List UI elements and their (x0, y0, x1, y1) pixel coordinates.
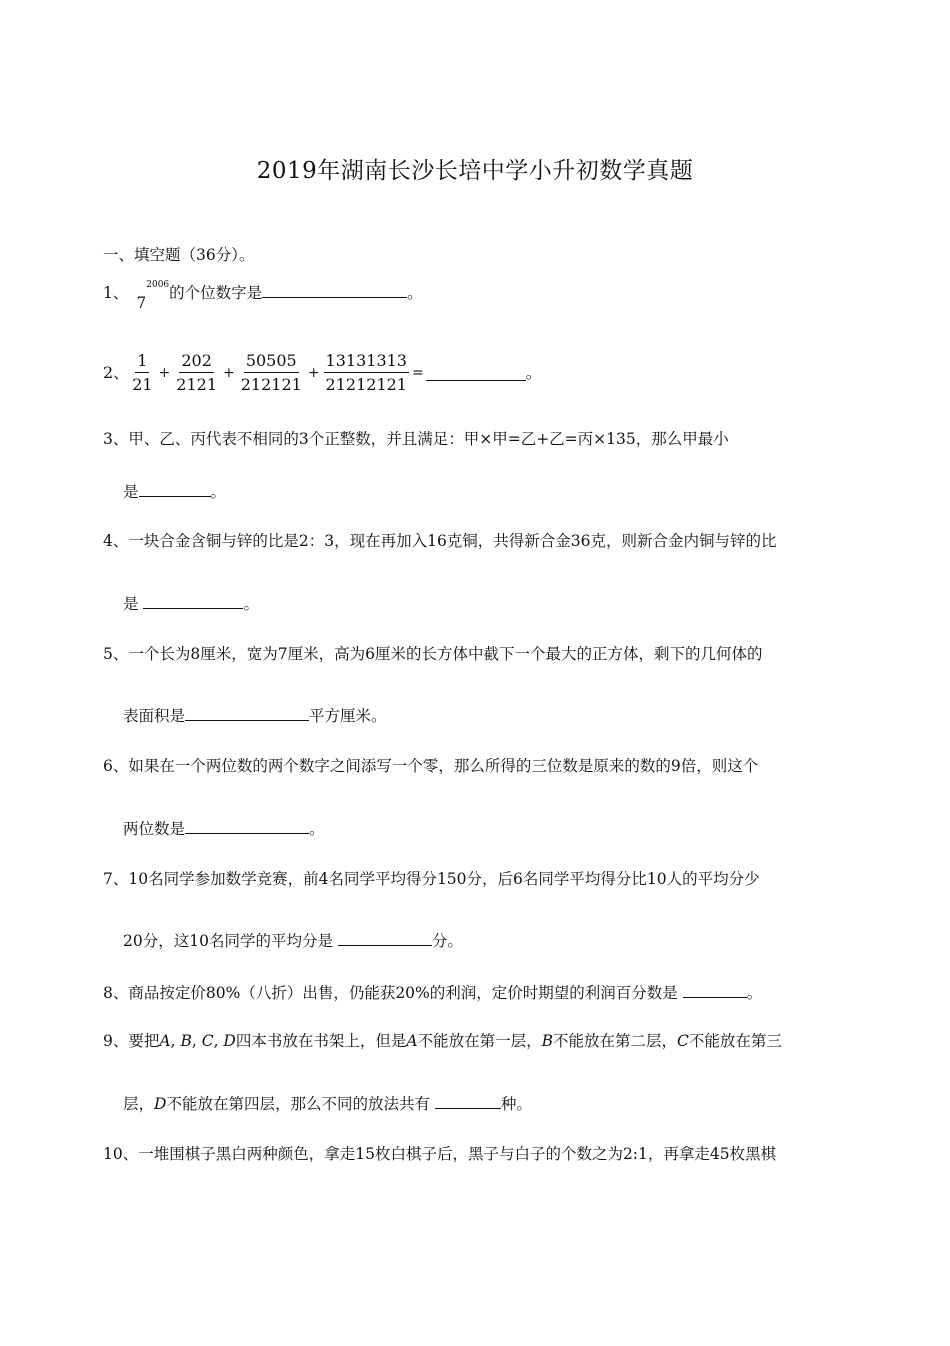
fraction: $\frac{1}{21}$ (132, 351, 153, 394)
question-2: 2、 $\frac{1}{21}$ + $\frac{202}{2121}$ + $\frac{50505}{212121}$ + $\frac{13131313}{21212121}$ = 。 (103, 351, 542, 394)
question-1: 1、$7^{2006}$的个位数字是 。 (103, 280, 423, 312)
question-7: 7、10名同学参加数学竞赛，前4名同学平均得分150分，后6名同学平均得分比10人的平均分少 (103, 870, 760, 888)
page-title: 2019年湖南长沙长培中学小升初数学真题 (256, 158, 694, 184)
answer-blank[interactable] (139, 482, 211, 497)
answer-blank[interactable] (426, 366, 526, 381)
power-exponent: 2006 (146, 280, 170, 290)
plus-sign: + (158, 365, 171, 381)
question-9: 9、要把A, B, C, D四本书放在书架上，但是A不能放在第一层，B不能放在第二层，C不能放在第三 (103, 1032, 782, 1050)
question-number: 2、 (103, 363, 130, 382)
question-8: 8、商品按定价80%（八折）出售，仍能获20%的利润，定价时期望的利润百分数是 。 (103, 984, 763, 1002)
plus-sign: + (223, 365, 235, 381)
question-5: 5、一个长为8厘米，宽为7厘米，高为6厘米的长方体中截下一个最大的正方体，剩下的几何体的 (103, 645, 763, 663)
fraction: $\frac{202}{2121}$ (176, 351, 217, 394)
answer-blank[interactable] (683, 983, 747, 998)
plus-sign: + (307, 365, 320, 381)
question-3-line-2: 是 。 (123, 483, 227, 501)
question-6: 6、如果在一个两位数的两个数字之间添写一个零，那么所得的三位数是原来的数的9倍，则这个 (103, 757, 759, 775)
question-4: 4、一块合金含铜与锌的比是2：3，现在再加入16克铜，共得新合金36克，则新合金内铜与锌的比 (103, 532, 777, 550)
power-base: 7 (136, 294, 147, 312)
question-3: 3、甲、乙、丙代表不相同的3个正整数，并且满足：甲×甲=乙+乙=丙×135，那么甲最小 (103, 430, 729, 448)
answer-blank[interactable] (185, 819, 309, 834)
answer-blank[interactable] (435, 1094, 501, 1109)
answer-blank[interactable] (143, 594, 243, 609)
fraction: $\frac{50505}{212121}$ (240, 351, 302, 394)
answer-blank[interactable] (262, 283, 407, 298)
equals-sign: = (411, 365, 424, 381)
question-6-line-2: 两位数是 。 (123, 820, 325, 838)
answer-blank[interactable] (185, 706, 309, 721)
fraction: $\frac{13131313}{21212121}$ (325, 351, 407, 394)
question-5-line-2: 表面积是 平方厘米。 (123, 707, 387, 725)
question-text: 的个位数字是 (169, 284, 263, 302)
question-10: 10、一堆围棋子黑白两种颜色，拿走15枚白棋子后，黑子与白子的个数之为2:1，再拿走45枚黑棋 (103, 1145, 777, 1163)
question-number: 1、 (103, 284, 129, 302)
section-heading: 一、填空题（36分）。 (103, 246, 255, 264)
question-4-line-2: 是 。 (123, 595, 259, 613)
answer-blank[interactable] (338, 931, 432, 946)
question-9-line-2: 层，D不能放在第四层，那么不同的放法共有 种。 (123, 1095, 532, 1113)
question-7-line-2: 20分，这10名同学的平均分是 分。 (123, 932, 463, 950)
